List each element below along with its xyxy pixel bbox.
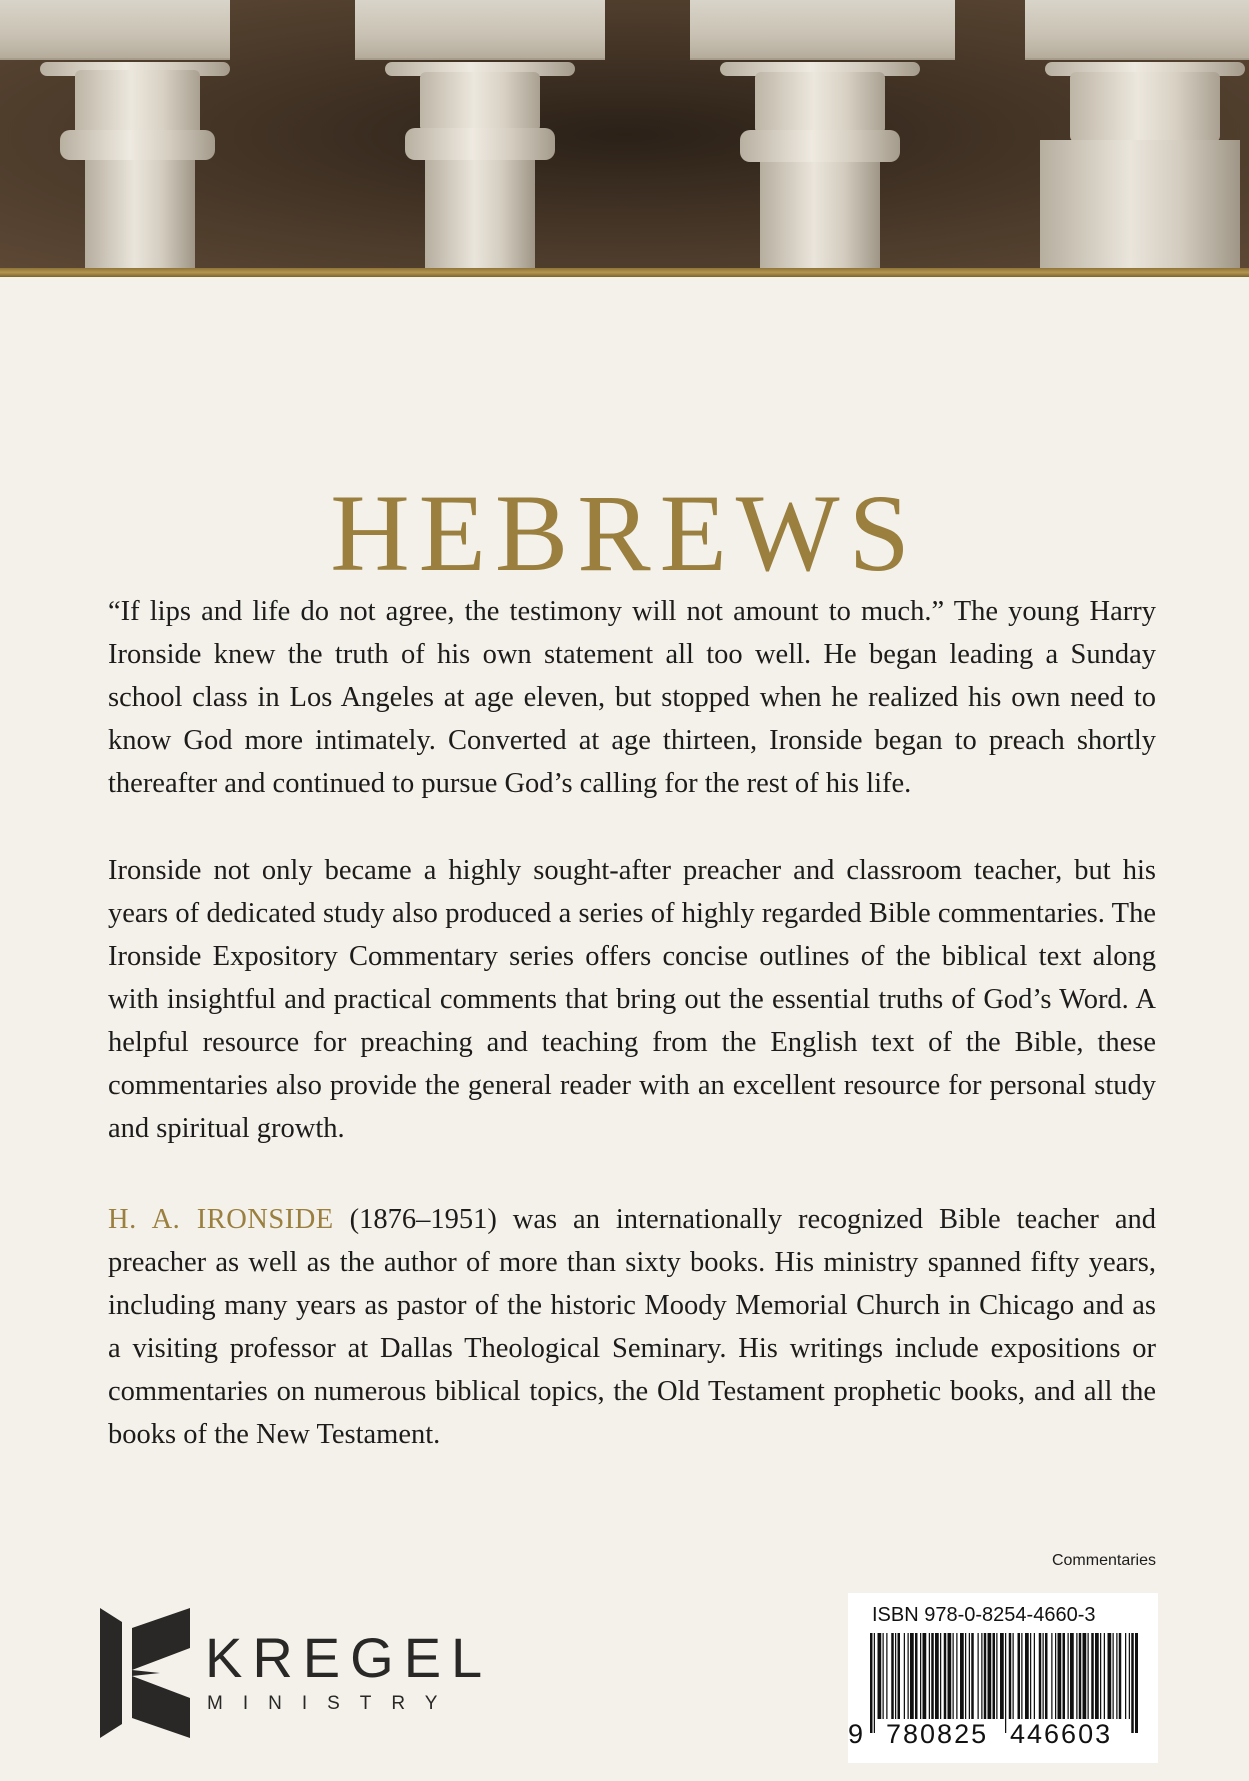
- barcode-bar: [1000, 1633, 1004, 1719]
- barcode-bar: [1095, 1633, 1099, 1719]
- barcode-bar: [1079, 1633, 1082, 1719]
- barcode-bar: [1030, 1633, 1031, 1719]
- barcode-bar: [920, 1633, 921, 1719]
- barcode-bar: [1055, 1633, 1056, 1719]
- kregel-k-logo-icon: [100, 1608, 190, 1738]
- barcode-bar: [1005, 1633, 1006, 1733]
- author-name: H. A. IRONSIDE: [108, 1204, 334, 1235]
- barcode-bar: [1009, 1633, 1012, 1719]
- barcode-bar: [1116, 1633, 1117, 1719]
- barcode-bar: [1135, 1633, 1138, 1733]
- barcode-bar: [870, 1633, 873, 1733]
- barcode-bar: [984, 1633, 987, 1719]
- barcode-bar: [1083, 1633, 1087, 1719]
- barcode-digit-group-1: 780825: [886, 1719, 989, 1749]
- barcode-bar: [1034, 1633, 1035, 1719]
- barcode-bar: [1131, 1633, 1134, 1733]
- category-label: Commentaries: [1051, 1552, 1156, 1569]
- barcode-bar: [953, 1633, 954, 1719]
- barcode-bar: [1129, 1633, 1130, 1719]
- barcode-bar: [1125, 1633, 1126, 1719]
- barcode-bar: [904, 1633, 905, 1719]
- barcode-bar: [1025, 1633, 1029, 1719]
- gold-divider-rule: [0, 268, 1249, 277]
- barcode-bar: [956, 1633, 957, 1719]
- barcode-bar: [948, 1633, 952, 1719]
- barcode-bar: [1070, 1633, 1074, 1719]
- barcode-bar: [969, 1633, 970, 1719]
- barcode-bar: [883, 1633, 884, 1719]
- author-bio-text: (1876–1951) was an internationally recognized Bible teacher and preacher as well as the author of more than sixty books. His ministry spanned fifty years, including many years as pastor of the historic Moody Memorial Church in Chicago and as a visiting professor at Dallas Theological Seminary. His writings include expositions or commentaries on numerous biblical topics, the Old Testament prophetic books, and all the books of the New Testament.: [108, 1204, 1156, 1450]
- barcode-bar: [1021, 1633, 1022, 1719]
- barcode-bar: [996, 1633, 997, 1719]
- barcode-bar: [1068, 1633, 1069, 1719]
- barcode-bar: [1051, 1633, 1052, 1719]
- book-title: HEBREWS: [330, 471, 919, 594]
- barcode-bar: [874, 1633, 875, 1733]
- publisher-name: KREGEL: [205, 1626, 493, 1689]
- isbn-text: ISBN 978-0-8254-4660-3: [872, 1604, 1096, 1626]
- baluster-photo: [0, 0, 1249, 270]
- barcode-bar: [1104, 1633, 1105, 1719]
- description-paragraph-2: Ironside not only became a highly sought-after preacher and classroom teacher, but his years of dedicated study also produced a series of highly regarded Bible commentaries. The Ironside Expository Commentary series offers concise outlines of the biblical text along with insightful and practical comments that bring out the essential truths of God’s Word. A helpful resource for preaching and teaching from the English text of the Bible, these commentaries also provide the general reader with an excellent resource for personal study and spiritual growth.: [108, 855, 1156, 1144]
- barcode-bar: [1113, 1633, 1114, 1719]
- barcode-bar: [960, 1633, 964, 1719]
- barcode-bar: [895, 1633, 896, 1719]
- publisher-division: MINISTRY: [207, 1693, 458, 1714]
- barcode-bar: [993, 1633, 996, 1719]
- barcode-lead-digit: 9: [848, 1719, 866, 1749]
- barcode-bar: [931, 1633, 934, 1719]
- barcode-bar: [981, 1633, 982, 1719]
- barcode-bar: [1076, 1633, 1077, 1719]
- barcode-bar: [1063, 1633, 1066, 1719]
- barcode-bar: [1091, 1633, 1094, 1719]
- barcode-bar: [944, 1633, 947, 1719]
- barcode-bar: [923, 1633, 927, 1719]
- barcode-bar: [915, 1633, 918, 1719]
- barcode-bar: [1088, 1633, 1089, 1719]
- barcode-bar: [878, 1633, 882, 1719]
- barcode-bar: [1100, 1633, 1101, 1719]
- barcode-bar: [978, 1633, 979, 1719]
- barcode-bar: [908, 1633, 909, 1719]
- barcode-bar: [988, 1633, 992, 1719]
- barcode-bar: [1043, 1633, 1044, 1719]
- barcode-bar: [940, 1633, 941, 1719]
- author-bio-paragraph: [108, 1198, 1156, 1456]
- barcode-bar: [1039, 1633, 1042, 1719]
- description-paragraph-1: “If lips and life do not agree, the testimony will not amount to much.” The young Harry Ironside knew the truth of his own statement all too well. He began leading a Sunday school class in Los Angeles at age eleven, but stopped when he realized his own need to know God more intimately. Converted at age thirteen, Ironside began to preach shortly thereafter and continued to pursue God’s calling for the rest of his life.: [108, 596, 1156, 799]
- barcode-bar: [886, 1633, 887, 1719]
- barcode-digit-group-2: 446603: [1010, 1719, 1113, 1749]
- barcode-bars: [870, 1633, 1138, 1733]
- barcode-bar: [891, 1633, 894, 1719]
- barcode-bar: [1058, 1633, 1062, 1719]
- barcode-bar: [935, 1633, 939, 1719]
- barcode-bar: [929, 1633, 930, 1719]
- barcode-bar: [965, 1633, 966, 1719]
- barcode-bar: [898, 1633, 901, 1719]
- barcode-bar: [971, 1633, 974, 1719]
- barcode-bar: [1013, 1633, 1014, 1719]
- isbn-barcode: [848, 1593, 1158, 1763]
- barcode-bar: [1045, 1633, 1048, 1719]
- barcode-bar: [910, 1633, 914, 1719]
- barcode-bar: [1119, 1633, 1122, 1719]
- barcode-bar: [1108, 1633, 1112, 1719]
- barcode-bar: [1018, 1633, 1021, 1719]
